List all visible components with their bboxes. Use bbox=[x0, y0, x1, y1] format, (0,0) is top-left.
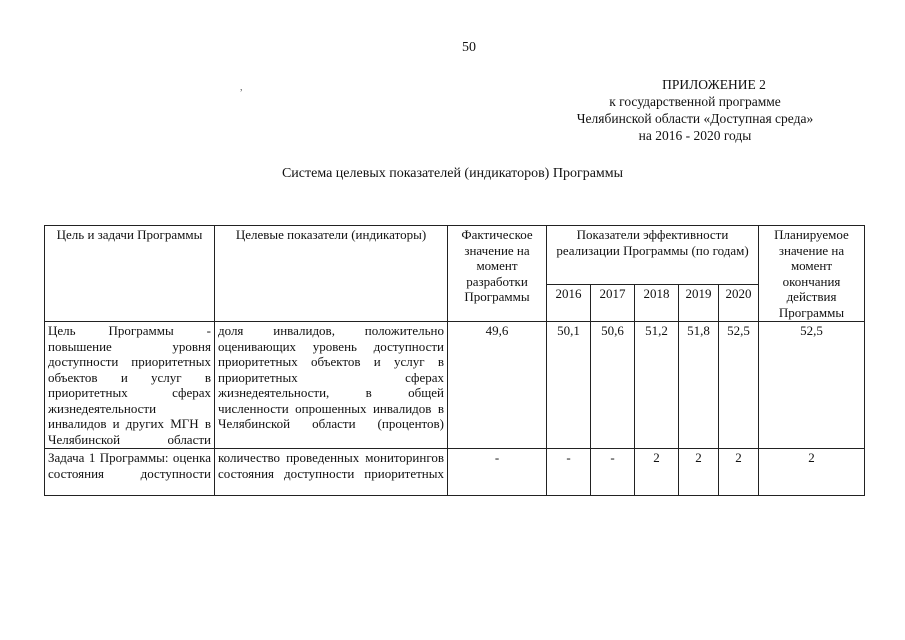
stray-mark: , bbox=[240, 82, 243, 93]
row-year-value: - bbox=[591, 449, 635, 496]
row-goal-cell bbox=[45, 449, 215, 496]
row-year-value: 2 bbox=[679, 449, 719, 496]
page-number: 50 bbox=[462, 40, 476, 55]
appendix-line-3: Челябинской области «Доступная среда» bbox=[576, 111, 814, 126]
row-indicator: количество проведенных мониторингов состояния доступности приоритетных bbox=[218, 450, 444, 481]
header-year: 2019 bbox=[679, 285, 719, 322]
header-efficiency: Показатели эффективности реализации Программы (по годам) bbox=[547, 226, 759, 285]
row-year-value: 50,1 bbox=[547, 322, 591, 449]
row-planned: 2 bbox=[759, 449, 865, 496]
row-actual: - bbox=[448, 449, 547, 496]
row-year-value: 50,6 bbox=[591, 322, 635, 449]
table-row bbox=[45, 449, 865, 496]
row-actual: 49,6 bbox=[448, 322, 547, 449]
header-goal: Цель и задачи Программы bbox=[45, 226, 215, 322]
appendix-line-2: к государственной программе bbox=[609, 94, 781, 109]
indicators-table bbox=[44, 225, 865, 496]
document-title: Система целевых показателей (индикаторов) Программы bbox=[281, 166, 624, 181]
row-year-value: 2 bbox=[719, 449, 759, 496]
row-year-value: 51,2 bbox=[635, 322, 679, 449]
table-header-row bbox=[45, 226, 865, 285]
header-year: 2018 bbox=[635, 285, 679, 322]
header-actual: Фактическое значение на момент разработки Программы bbox=[448, 226, 547, 322]
header-planned: Планируемое значение на момент окончания действия Программы bbox=[759, 226, 865, 322]
row-indicator: доля инвалидов, положительно оценивающих уровень доступности приоритетных объектов и услуг в приоритетных сферах жизнедеятельности, в общей численности опрошенных инвалидов в Челябинской области (процентов) bbox=[215, 322, 448, 449]
row-indicator-cell bbox=[215, 449, 448, 496]
header-year: 2017 bbox=[591, 285, 635, 322]
appendix-line-4: на 2016 - 2020 годы bbox=[638, 128, 752, 143]
row-year-value: 51,8 bbox=[679, 322, 719, 449]
table-row bbox=[45, 322, 865, 449]
header-year: 2020 bbox=[719, 285, 759, 322]
row-year-value: 52,5 bbox=[719, 322, 759, 449]
row-year-value: - bbox=[547, 449, 591, 496]
row-planned: 52,5 bbox=[759, 322, 865, 449]
header-year: 2016 bbox=[547, 285, 591, 322]
appendix-block bbox=[535, 76, 855, 144]
row-goal: Задача 1 Программы: оценка состояния доступности bbox=[48, 450, 211, 481]
row-year-value: 2 bbox=[635, 449, 679, 496]
row-goal: Цель Программы - повышение уровня доступности приоритетных объектов и услуг в приоритетных сферах жизнедеятельности инвалидов и других МГН в Челябинской области bbox=[45, 322, 215, 449]
header-indicators: Целевые показатели (индикаторы) bbox=[215, 226, 448, 322]
appendix-heading: ПРИЛОЖЕНИЕ 2 bbox=[662, 77, 766, 92]
